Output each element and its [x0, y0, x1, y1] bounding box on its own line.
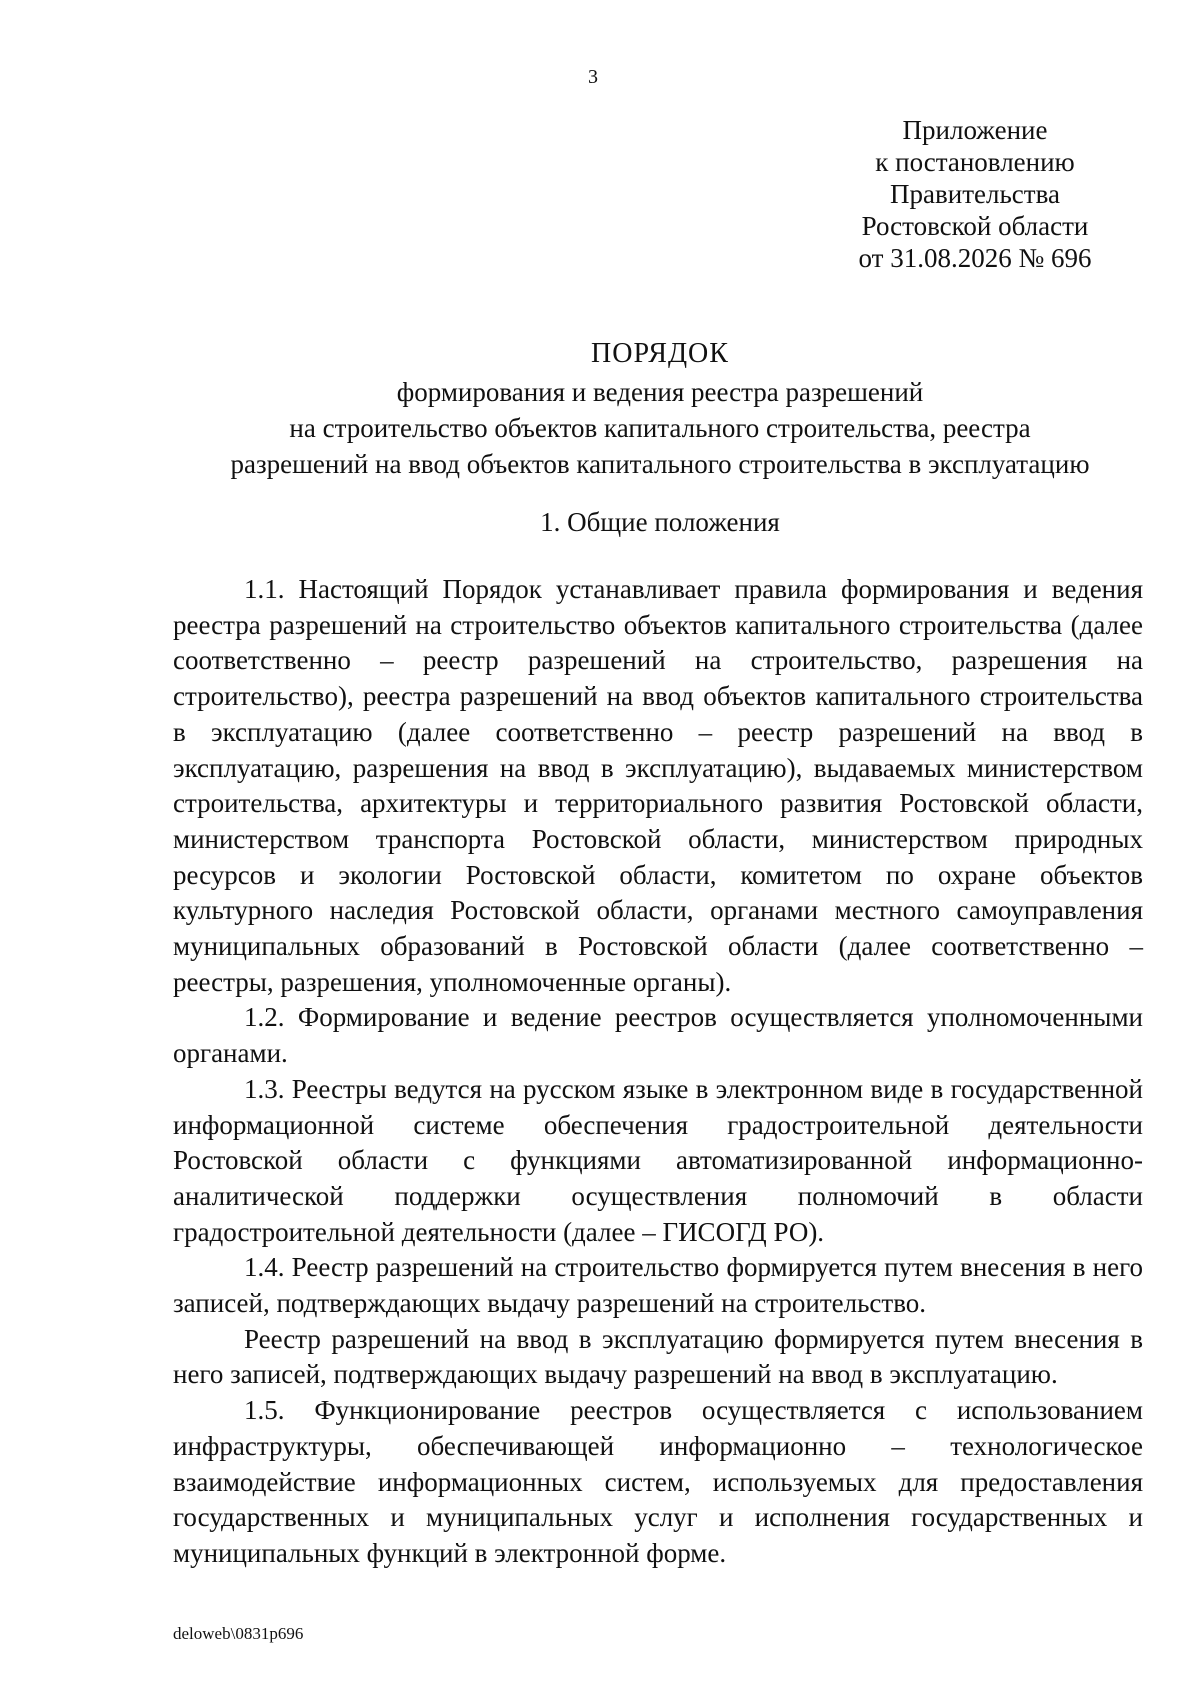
appendix-line: от 31.08.2026 № 696 — [858, 243, 1092, 273]
paragraph: 1.2. Формирование и ведение реестров осуществляется уполномоченными органами. — [173, 1002, 1143, 1069]
title-main: ПОРЯДОК — [591, 338, 729, 369]
appendix-line: Приложение — [902, 115, 1048, 145]
paragraph: Реестр разрешений на ввод в эксплуатацию формируется путем внесения в него записей, подтверждающих выдачу разрешений на ввод в эксплуатацию. — [173, 1323, 1143, 1390]
paragraph: 1.1. Настоящий Порядок устанавливает правила формирования и ведения реестра разрешений на строительство объектов капитального строительства (далее соответственно – реестр разрешений на строительство, разрешения на строительство), реестра разрешений на ввод объектов капитального строительства в эксплуатацию (далее соответственно – реестр разрешений на ввод в эксплуатацию, разрешения на ввод в эксплуатацию), выдаваемых министерством строительства, архитектуры и территориального развития Ростовской области, министерством транспорта Ростовской области, министерством природных ресурсов и экологии Ростовской области, комитетом по охране объектов культурного наследия Ростовской области, органами местного самоуправления муниципальных образований в Ростовской области (далее соответственно – реестры, разрешения, уполномоченные органы). — [173, 574, 1143, 997]
paragraph: 1.4. Реестр разрешений на строительство формируется путем внесения в него записей, подтверждающих выдачу разрешений на строительство. — [173, 1252, 1143, 1319]
body-text — [173, 572, 1143, 1572]
title-line: формирования и ведения реестра разрешений — [396, 377, 924, 407]
appendix-line: к постановлению — [875, 147, 1075, 177]
document-title — [120, 336, 1200, 482]
page-number: 3 — [588, 66, 598, 88]
footer-file-reference: deloweb\0831p696 — [173, 1624, 304, 1643]
paragraph: 1.5. Функционирование реестров осуществляется с использованием инфраструктуры, обеспечивающей информационно – технологическое взаимодействие информационных систем, используемых для предоставления государственных и муниципальных услуг и исполнения государственных и муниципальных функций в электронной форме. — [173, 1395, 1143, 1568]
title-line: на строительство объектов капитального строительства, реестра — [289, 413, 1031, 443]
appendix-block — [820, 114, 1130, 274]
appendix-line: Ростовской области — [861, 211, 1089, 241]
appendix-line: Правительства — [890, 179, 1060, 209]
paragraph: 1.3. Реестры ведутся на русском языке в электронном виде в государственной информационной системе обеспечения градостроительной деятельности Ростовской области с функциями автоматизированной информационно-аналитической поддержки осуществления полномочий в области градостроительной деятельности (далее – ГИСОГД РО). — [173, 1073, 1143, 1247]
section-heading: 1. Общие положения — [540, 507, 780, 537]
title-line: разрешений на ввод объектов капитального строительства в эксплуатацию — [230, 449, 1090, 479]
